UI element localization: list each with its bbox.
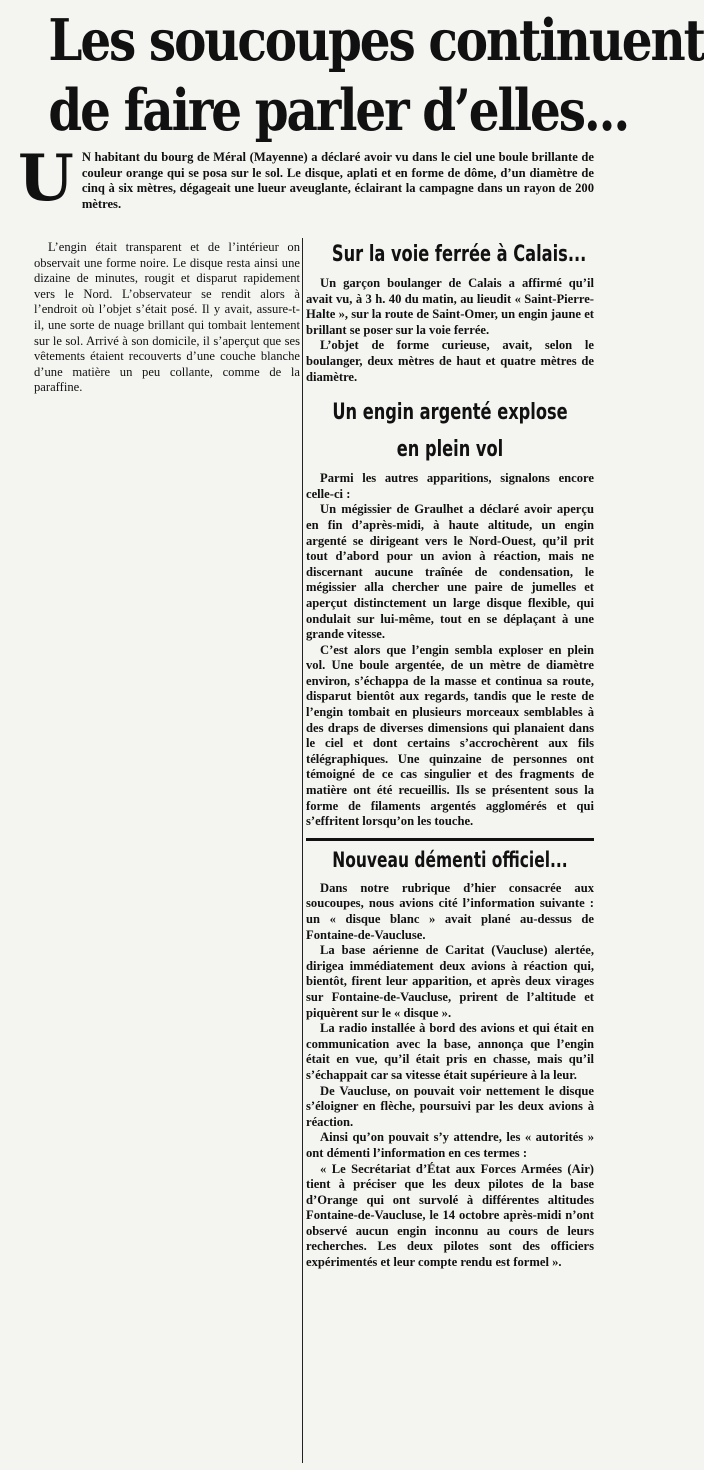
left-column-paragraph: L’engin était transparent et de l’intérieur on observait une forme noire. Le disque resta ainsi une dizaine de minutes, rougit et disparut rapidement vers le Nord. L’observateur se rendit alors à l’endroit où l’objet s’était posé. Il y avait, assure-t-il, une sorte de nuage brillant qui tombait lentement sur le sol. Arrivé à son domicile, il s’aperçut que ses vêtements étaient recouverts d’une couche blanche d’une matière un peu collante, comme de la paraffine.	[34, 240, 300, 395]
engin-paragraph-3: C’est alors que l’engin sembla exploser en plein vol. Une boule argentée, de un mètre de diamètre environ, s’échappa de la masse et continua sa route, disparut bientôt aux regards, tandis que le reste de l’engin tombait en plusieurs morceaux semblables à des draps de diverses dimensions qui planaient dans le ciel et dont certains s’accrochèrent aux fils télégraphiques. Une quinzaine de personnes ont témoigné de ce cas singulier et des fragments de matière ont été recueillis. Ils se présentent sous la forme de filaments argentés agglomérés et qui s’effritent lorsqu’on les touche.	[306, 642, 594, 829]
dementi-paragraph-5: Ainsi qu’on pouvait s’y attendre, les « autorités » ont démenti l’information en ces termes :	[306, 1130, 594, 1160]
lede-paragraph	[18, 141, 594, 216]
section-engin-argente	[306, 397, 594, 830]
section-calais	[306, 240, 594, 385]
headline-line-2: de faire parler d’elles...	[48, 77, 629, 144]
column-divider	[302, 238, 303, 1463]
calais-paragraph-2: L’objet de forme curieuse, avait, selon le boulanger, deux mètres de haut et quatre mètres de diamètre.	[306, 338, 594, 384]
section-dementi	[306, 838, 594, 1271]
dementi-paragraph-6: « Le Secrétariat d’État aux Forces Armées (Air) tient à préciser que les deux pilotes de la base d’Orange qui ont survolé à différentes altitudes Fontaine-de-Vaucluse, le 14 octobre après-midi n’ont observé aucun engin inconnu au cours de leurs recherches. Les deux pilotes sont des officiers expérimentés et leur compte rendu est formel ».	[306, 1161, 594, 1270]
dementi-paragraph-3: La radio installée à bord des avions et qui était en communication avec la base, annonça que l’engin était en vue, qu’il était pris en chasse, mais qu’il s’échappait car sa vitesse était supérieure à la leur.	[306, 1021, 594, 1082]
drop-cap: U	[18, 141, 74, 216]
dementi-paragraph-4: De Vaucluse, on pouvait voir nettement le disque s’éloigner en flèche, poursuivi par les deux avions à réaction.	[306, 1083, 594, 1129]
section-title-calais: Sur la voie ferrée à Calais...	[331, 242, 587, 267]
dementi-paragraph-2: La base aérienne de Caritat (Vaucluse) alertée, dirigea immédiatement deux avions à réaction qui, bientôt, firent leur apparition, et après deux virages sur Fontaine-de-Vaucluse, prirent de l’altitude et piquèrent sur le « disque ».	[306, 943, 594, 1020]
section-title-engin-line-1: Un engin argenté explose	[332, 400, 568, 426]
engin-paragraph-2: Un mégissier de Graulhet a déclaré avoir aperçu en fin d’après-midi, à haute altitude, un engin argenté se dirigeant vers le Nord-Ouest, qu’il prit tout d’abord pour un avion à réaction, mais ne discernant aucune traînée de condensation, le mégissier alla chercher une paire de jumelles et aperçut distinctement un large disque flexible, qui ondulait sur lui-même, tout en se déplaçant à une grande vitesse.	[306, 502, 594, 642]
section-title-engin-line-2: en plein vol	[396, 437, 504, 463]
calais-paragraph-1: Un garçon boulanger de Calais a affirmé qu’il avait vu, à 3 h. 40 du matin, au lieudit « Saint-Pierre-Halte », sur la route de Saint-Omer, un engin jaune et brillant se poser sur la voie ferrée.	[306, 276, 594, 337]
right-column	[306, 240, 594, 1279]
lede-text: N habitant du bourg de Méral (Mayenne) a déclaré avoir vu dans le ciel une boule brillante de couleur orange qui se posa sur le sol. Le disque, aplati et en forme de dôme, d’un diamètre de cinq à six mètres, dégageait une lueur aveuglante, éclairant la campagne dans un rayon de 200 mètres.	[81, 150, 594, 211]
headline	[48, 6, 704, 146]
engin-paragraph-1: Parmi les autres apparitions, signalons encore celle-ci :	[306, 471, 594, 501]
headline-line-1: Les soucoupes continuent	[48, 7, 704, 74]
section-title-dementi: Nouveau démenti officiel...	[332, 847, 568, 872]
dementi-paragraph-1: Dans notre rubrique d’hier consacrée aux soucoupes, nous avions cité l’information suivante : un « disque blanc » avait plané au-dessus de Fontaine-de-Vaucluse.	[306, 880, 594, 942]
left-column	[34, 240, 300, 396]
